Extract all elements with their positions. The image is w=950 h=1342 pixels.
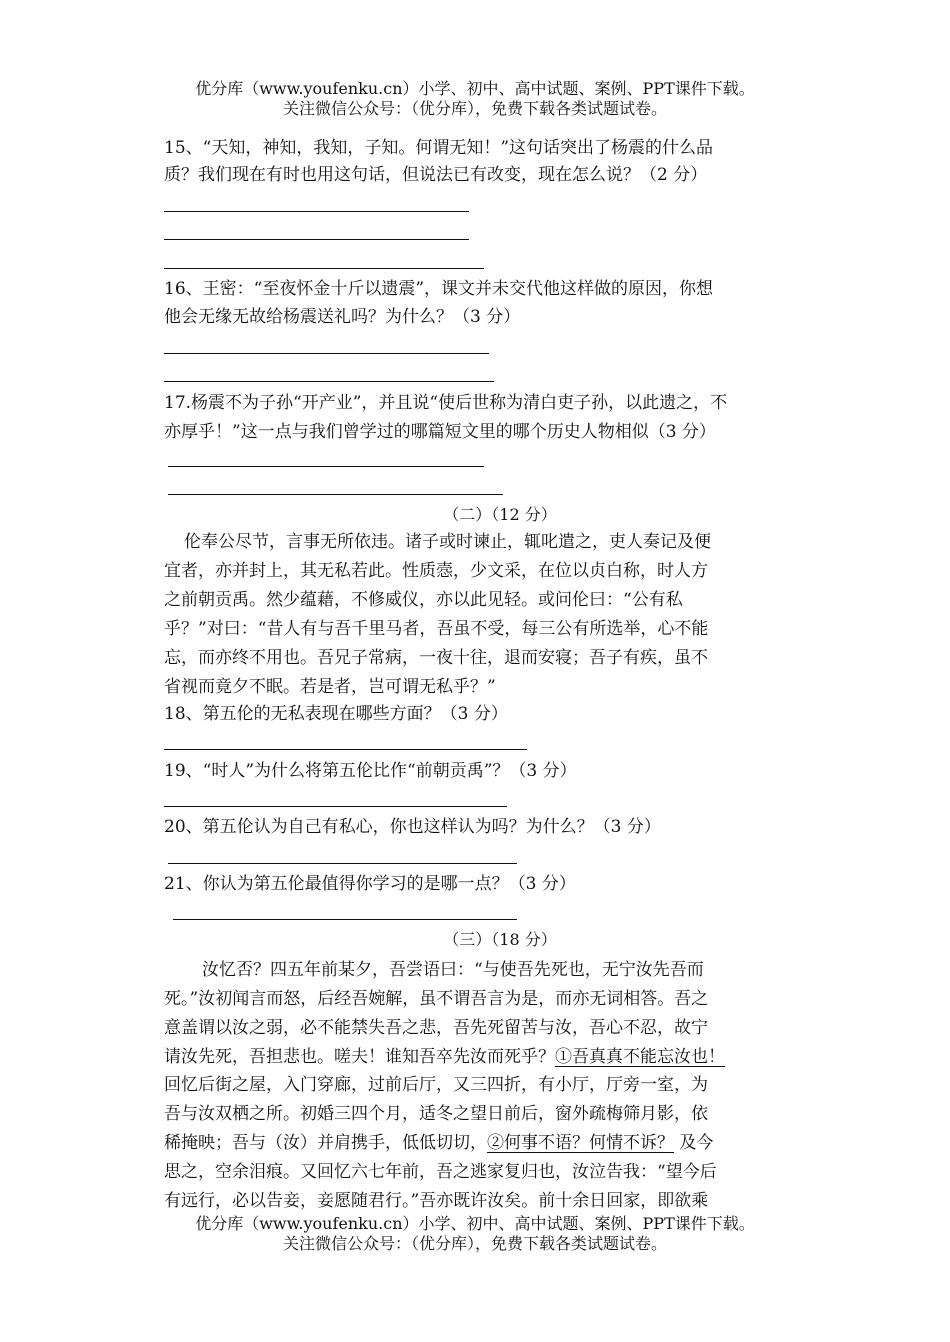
question-18: 18、第五伦的无私表现在哪些方面？（3 分） (164, 704, 508, 724)
passage-3-line-5: 回忆后街之屋，入门穿廊，过前后厅，又三四折，有小厅，厅旁一室，为 (164, 1075, 708, 1095)
answer-blank-19[interactable] (164, 806, 507, 807)
answer-blank-16a[interactable] (164, 353, 489, 354)
question-20: 20、第五伦认为自己有私心，你也这样认为吗？为什么？（3 分） (164, 817, 661, 837)
answer-blank-15b[interactable] (164, 239, 469, 240)
question-16-line-1: 16、王密：“至夜怀金十斤以遗震”，课文并未交代他这样做的原因，你想 (164, 279, 714, 299)
question-15-line-1: 15、“天知，神知，我知，子知。何谓无知！”这句话突出了杨震的什么品 (164, 138, 714, 158)
passage-2-line-1: 伦奉公尽节，言事无所依违。诸子或时谏止，辄叱遣之，吏人奏记及便 (184, 532, 711, 552)
question-16-line-2: 他会无缘无故给杨震送礼吗？为什么？（3 分） (164, 307, 521, 327)
footer-line-2: 关注微信公众号：（优分库），免费下载各类试题试卷。 (282, 1234, 667, 1253)
section-2-heading: （二）（12 分） (443, 505, 557, 524)
passage-3-line-1: 汝忆否？四五年前某夕，吾尝语曰：“与使吾先死也，无宁汝先吾而 (202, 960, 704, 980)
passage-3-line-7 (164, 1131, 794, 1155)
passage-3-line-9: 有远行，必以告妾，妾愿随君行。”吾亦既许汝矣。前十余日回家，即欲乘 (164, 1191, 709, 1211)
question-15-line-2: 质？我们现在有时也用这句话，但说法已有改变，现在怎么说？（2 分） (164, 165, 708, 185)
section-3-heading: （三）（18 分） (443, 930, 557, 949)
header-line-2: 关注微信公众号：（优分库），免费下载各类试题试卷。 (282, 99, 667, 118)
passage-3-line-2: 死。”汝初闻言而怒，后经吾婉解，虽不谓吾言为是，而亦无词相答。吾之 (164, 989, 709, 1009)
passage-3-line-8: 思之，空余泪痕。又回忆六七年前，吾之逃家复归也，汝泣告我：“望今后 (164, 1162, 717, 1182)
answer-blank-15c[interactable] (164, 268, 484, 269)
passage-2-line-3: 之前朝贡禹。然少蕴藉，不修威仪，亦以此见轻。或问伦曰：“公有私 (164, 590, 683, 610)
answer-blank-17b[interactable] (168, 494, 503, 495)
passage-2-line-2: 宜者，亦并封上，其无私若此。性质悫，少文采，在位以贞白称，时人方 (164, 561, 708, 581)
underlined-sentence-2: ②何事不语？何情不诉？ (487, 1133, 674, 1153)
passage-3-line-3: 意盖谓以汝之弱，必不能禁失吾之悲，吾先死留苦与汝，吾心不忍，故宁 (164, 1018, 708, 1038)
passage-3-line-4 (164, 1045, 794, 1069)
footer-line-1: 优分库（www.youfenku.cn）小学、初中、高中试题、案例、PPT课件下载。 (195, 1214, 755, 1233)
passage-2-line-4: 乎？”对曰：“昔人有与吾千里马者，吾虽不受，每三公有所选举，心不能 (164, 619, 709, 639)
question-17-line-1: 17.杨震不为子孙“开产业”，并且说“使后世称为清白吏子孙，以此遗之，不 (164, 393, 728, 413)
question-17-line-2: 亦厚乎！”这一点与我们曾学过的哪篇短文里的哪个历史人物相似（3 分） (164, 422, 716, 442)
passage-3-line-6: 吾与汝双栖之所。初婚三四个月，适冬之望日前后，窗外疏梅筛月影，依 (164, 1104, 708, 1124)
header-line-1: 优分库（www.youfenku.cn）小学、初中、高中试题、案例、PPT课件下载。 (195, 79, 755, 98)
passage-2-line-5: 忘，而亦终不用也。吾兄子常病，一夜十往，退而安寝；吾子有疾，虽不 (164, 648, 708, 668)
answer-blank-15a[interactable] (164, 211, 469, 212)
passage-2-line-6: 省视而竟夕不眠。若是者，岂可谓无私乎？” (164, 677, 496, 697)
question-21: 21、你认为第五伦最值得你学习的是哪一点？（3 分） (164, 874, 576, 894)
answer-blank-16b[interactable] (164, 381, 494, 382)
question-19: 19、“时人”为什么将第五伦比作“前朝贡禹”？（3 分） (164, 761, 577, 781)
passage-3-line-4-text: 请汝先死，吾担悲也。嗟夫！谁知吾卒先汝而死乎？ (164, 1047, 555, 1067)
passage-3-line-7-text: 稀掩映；吾与（汝）并肩携手，低低切切， (164, 1133, 487, 1153)
passage-3-line-7-tail: 及今 (674, 1133, 714, 1153)
answer-blank-21[interactable] (173, 919, 517, 920)
answer-blank-20[interactable] (168, 863, 517, 864)
answer-blank-18[interactable] (164, 749, 527, 750)
underlined-sentence-1: ①吾真真不能忘汝也！ (555, 1047, 725, 1067)
answer-blank-17a[interactable] (168, 466, 484, 467)
